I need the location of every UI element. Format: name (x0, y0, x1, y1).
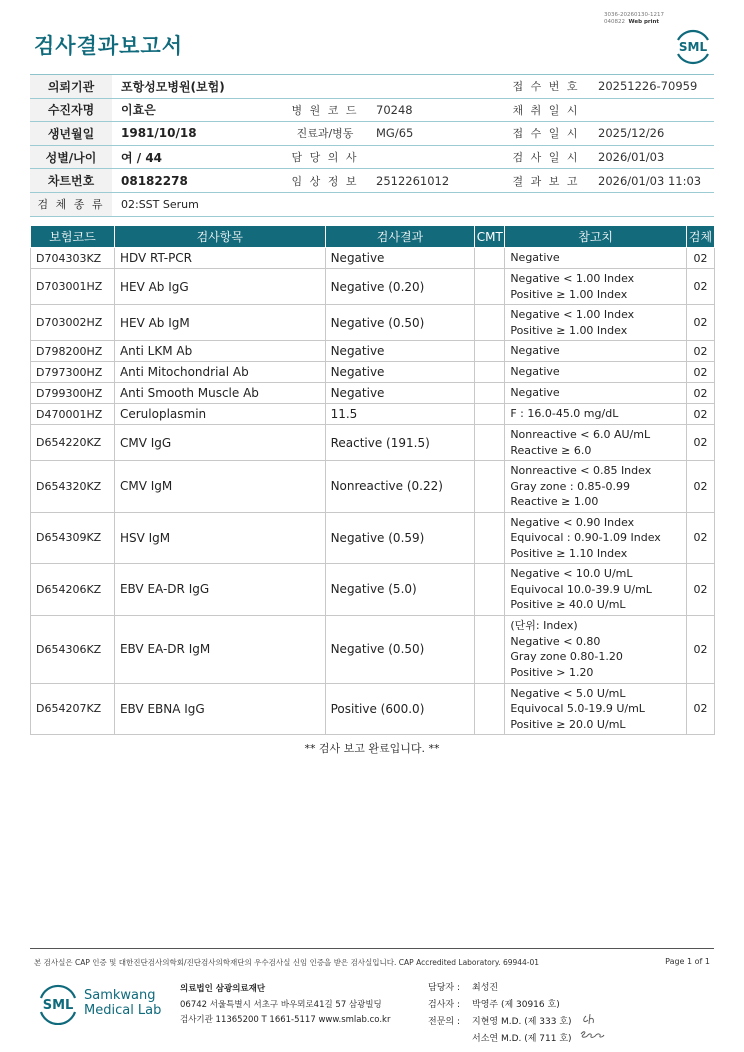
col-header-ref: 참고치 (505, 226, 687, 248)
doctor-label: 담 당 의 사 (291, 151, 359, 165)
chart-label: 차트번호 (30, 169, 112, 192)
test-item-cell: EBV EBNA IgG (114, 683, 325, 735)
reference-cell (505, 269, 687, 305)
test-item-cell: EBV EA-DR IgG (114, 564, 325, 616)
cmt-cell (475, 512, 505, 564)
sml-logo-footer-icon (36, 981, 80, 1025)
completion-message: ** 검사 보고 완료입니다. ** (304, 742, 440, 755)
cmt-cell (475, 615, 505, 683)
test-result-cell: Positive (600.0) (325, 683, 475, 735)
table-row (31, 461, 715, 513)
manager-label: 담당자 : (428, 983, 460, 993)
test-result-cell: Negative (0.50) (325, 615, 475, 683)
birth-label: 생년월일 (30, 122, 112, 145)
reference-line: Equivocal : 0.90-1.09 Index (510, 531, 661, 544)
accreditation-note: 본 검사실은 CAP 인증 및 대한진단검사의학회/진단검사의학재단의 우수검사실 신임 인증을 받은 검사실입니다. CAP Accredited Laboratory. 69944-01 (34, 958, 540, 967)
col-header-result: 검사결과 (325, 226, 475, 248)
insurance-code-cell: D470001HZ (31, 404, 115, 425)
print-meta-line2: 040822 Web print (604, 19, 660, 25)
test-item-cell: Anti Smooth Muscle Ab (114, 383, 325, 404)
insurance-code-cell: D704303KZ (31, 248, 115, 269)
table-row (31, 512, 715, 564)
cmt-cell (475, 362, 505, 383)
report-date-label: 결 과 보 고 (512, 174, 580, 188)
insurance-code-cell: D654309KZ (31, 512, 115, 564)
info-row (30, 146, 714, 170)
cmt-cell (475, 564, 505, 616)
hospital-code-label: 병 원 코 드 (291, 103, 359, 117)
patient-name-value: 이효은 (121, 103, 156, 118)
staff-info (428, 980, 572, 1048)
reference-line: Negative (510, 365, 560, 379)
sex-age-value: 여 / 44 (121, 150, 163, 165)
test-result-cell: Negative (0.50) (325, 305, 475, 341)
reference-line: Positive ≥ 1.00 Index (510, 287, 628, 301)
insurance-code-cell: D654220KZ (31, 425, 115, 461)
reference-line: Negative < 1.00 Index (510, 308, 635, 321)
staff-row (428, 980, 572, 997)
reference-cell (505, 248, 687, 269)
clinical-value: 2512261012 (376, 173, 450, 188)
specimen-cell: 02 (686, 383, 714, 404)
patient-info (30, 74, 714, 217)
test-date-value: 2026/01/03 (598, 150, 665, 165)
cmt-cell (475, 305, 505, 341)
reference-cell (505, 683, 687, 735)
footer-divider (30, 948, 714, 949)
table-row (31, 341, 715, 362)
info-row (30, 169, 714, 193)
receipt-no-value: 20251226-70959 (598, 79, 698, 94)
reference-line: Negative < 10.0 U/mL (510, 567, 633, 580)
table-row (31, 615, 715, 683)
reference-line: Negative (510, 386, 560, 400)
cmt-cell (475, 341, 505, 362)
report-date-value: 2026/01/03 11:03 (598, 173, 702, 188)
specialist-label: 전문의 : (428, 1017, 460, 1027)
reference-cell (505, 564, 687, 616)
info-row (30, 75, 714, 99)
specimen-cell: 02 (686, 425, 714, 461)
results-table (30, 225, 715, 735)
col-header-item: 검사항목 (114, 226, 325, 248)
col-header-cmt: CMT (475, 226, 505, 248)
test-result-cell: Negative (0.20) (325, 269, 475, 305)
table-header-row (31, 226, 715, 248)
specialist2-name: 서소연 M.D. (제 711 호) (472, 1034, 572, 1044)
specimen-cell: 02 (686, 404, 714, 425)
tester-label: 검사자 : (428, 1000, 460, 1010)
reference-cell (505, 362, 687, 383)
print-meta (604, 12, 664, 26)
specimen-cell: 02 (686, 461, 714, 513)
insurance-code-cell: D799300HZ (31, 383, 115, 404)
test-result-cell: Negative (5.0) (325, 564, 475, 616)
test-result-cell: Negative (325, 362, 475, 383)
reference-cell (505, 341, 687, 362)
request-org-value: 포항성모병원(보험) (121, 79, 225, 94)
test-result-cell: Negative (325, 383, 475, 404)
specimen-cell: 02 (686, 341, 714, 362)
specimen-cell: 02 (686, 512, 714, 564)
reference-cell (505, 305, 687, 341)
logo-top-text: SML (678, 40, 708, 54)
org-contact: 검사기관 11365200 T 1661-5117 www.smlab.co.kr (180, 1015, 391, 1025)
specialist1-name: 지현영 M.D. (제 333 호) (472, 1017, 572, 1027)
test-result-cell: Reactive (191.5) (325, 425, 475, 461)
table-row (31, 383, 715, 404)
insurance-code-cell: D798200HZ (31, 341, 115, 362)
brand-line1: Samkwang (84, 988, 156, 1003)
reference-line: Equivocal 10.0-39.9 U/mL (510, 582, 652, 596)
sml-logo-icon (672, 24, 714, 66)
test-item-cell: HEV Ab IgG (114, 269, 325, 305)
cmt-cell (475, 248, 505, 269)
test-item-cell: EBV EA-DR IgM (114, 615, 325, 683)
org-info (180, 982, 390, 1029)
collect-date-label: 채 취 일 시 (512, 103, 580, 117)
test-item-cell: Anti Mitochondrial Ab (114, 362, 325, 383)
dept-value: MG/65 (376, 126, 414, 141)
staff-row (428, 1031, 572, 1048)
test-result-cell: Negative (0.59) (325, 512, 475, 564)
specimen-cell: 02 (686, 615, 714, 683)
test-item-cell: HSV IgM (114, 512, 325, 564)
specimen-cell: 02 (686, 269, 714, 305)
reference-line: Equivocal 5.0-19.9 U/mL (510, 702, 645, 715)
receipt-no-label: 접 수 번 호 (512, 80, 580, 94)
reference-line: Positive > 1.20 (510, 665, 594, 679)
reference-cell (505, 615, 687, 683)
test-result-cell: 11.5 (325, 404, 475, 425)
insurance-code-cell: D703002HZ (31, 305, 115, 341)
info-row (30, 193, 714, 217)
test-item-cell: HDV RT-PCR (114, 248, 325, 269)
staff-row (428, 1014, 572, 1031)
cmt-cell (475, 269, 505, 305)
receipt-date-value: 2025/12/26 (598, 126, 665, 141)
test-date-label: 검 사 일 시 (512, 151, 580, 165)
insurance-code-cell: D654306KZ (31, 615, 115, 683)
insurance-code-cell: D654207KZ (31, 683, 115, 735)
reference-line: Positive ≥ 20.0 U/mL (510, 717, 626, 731)
reference-line: Negative < 0.90 Index (510, 515, 635, 529)
reference-line: Nonreactive < 6.0 AU/mL (510, 428, 651, 441)
tester-name: 박영주 (제 30916 호) (472, 1000, 560, 1010)
table-row (31, 248, 715, 269)
reference-line: Nonreactive < 0.85 Index (510, 464, 652, 477)
reference-line: Negative < 0.80 (510, 634, 601, 648)
specimen-value: 02:SST Serum (121, 197, 199, 211)
reference-line: Gray zone 0.80-1.20 (510, 650, 623, 663)
web-print-label: Web print (628, 19, 660, 25)
reference-line: (단위: Index) (510, 619, 578, 632)
insurance-code-cell: D703001HZ (31, 269, 115, 305)
collect-date-value (590, 99, 714, 122)
table-row (31, 564, 715, 616)
request-org-label: 의뢰기관 (30, 75, 112, 98)
clinical-label: 임 상 정 보 (291, 174, 359, 188)
signature-icon (578, 1008, 618, 1042)
reference-line: Negative < 5.0 U/mL (510, 686, 626, 700)
cmt-cell (475, 683, 505, 735)
col-header-code: 보험코드 (31, 226, 115, 248)
org-address: 06742 서울특별시 서초구 바우뫼로41길 57 삼광빌딩 (180, 999, 382, 1010)
test-item-cell: HEV Ab IgM (114, 305, 325, 341)
test-item-cell: Anti LKM Ab (114, 341, 325, 362)
sex-age-label: 성별/나이 (30, 146, 112, 169)
dept-label: 진료과/병동 (296, 127, 354, 141)
doctor-value (368, 146, 502, 169)
reference-cell (505, 461, 687, 513)
specimen-cell: 02 (686, 683, 714, 735)
page-number: Page 1 of 1 (665, 957, 710, 966)
test-item-cell: CMV IgM (114, 461, 325, 513)
specimen-cell: 02 (686, 362, 714, 383)
reference-cell (505, 425, 687, 461)
cmt-cell (475, 461, 505, 513)
receipt-date-label: 접 수 일 시 (512, 127, 580, 141)
hospital-code-value: 70248 (376, 102, 413, 117)
results-body (31, 248, 715, 735)
page-title: 검사결과보고서 (34, 34, 184, 58)
logo-bot-text: SML (42, 998, 74, 1013)
specimen-cell: 02 (686, 305, 714, 341)
reference-line: F : 16.0-45.0 mg/dL (510, 407, 619, 421)
reference-line: Negative < 1.00 Index (510, 272, 635, 285)
reference-line: Reactive ≥ 6.0 (510, 443, 592, 457)
insurance-code-cell: D797300HZ (31, 362, 115, 383)
insurance-code-cell: D654206KZ (31, 564, 115, 616)
reference-line: Positive ≥ 1.00 Index (510, 323, 628, 337)
reference-cell (505, 404, 687, 425)
chart-value: 08182278 (121, 173, 188, 188)
cmt-cell (475, 425, 505, 461)
org-name: 의료법인 삼광의료재단 (180, 984, 266, 994)
reference-cell (505, 383, 687, 404)
table-row (31, 269, 715, 305)
specimen-cell: 02 (686, 564, 714, 616)
table-row (31, 683, 715, 735)
birth-value: 1981/10/18 (121, 126, 197, 141)
test-result-cell: Negative (325, 341, 475, 362)
reference-line: Positive ≥ 40.0 U/mL (510, 598, 626, 611)
insurance-code-cell: D654320KZ (31, 461, 115, 513)
staff-row (428, 997, 572, 1014)
manager-name: 최성진 (472, 983, 499, 993)
table-row (31, 404, 715, 425)
brand-line2: Medical Lab (84, 1003, 162, 1018)
table-row (31, 305, 715, 341)
table-row (31, 425, 715, 461)
reference-line: Gray zone : 0.85-0.99 (510, 479, 631, 493)
cmt-cell (475, 383, 505, 404)
info-row (30, 99, 714, 123)
test-result-cell: Nonreactive (0.22) (325, 461, 475, 513)
specimen-label: 검 체 종 류 (30, 193, 112, 216)
reference-line: Negative (510, 344, 560, 358)
test-item-cell: CMV IgG (114, 425, 325, 461)
brand-name (84, 988, 161, 1018)
col-header-specimen: 검체 (686, 226, 714, 248)
patient-name-label: 수진자명 (30, 99, 112, 122)
table-row (31, 362, 715, 383)
print-meta-line1: 3036-20260130-1217 (604, 12, 664, 18)
test-item-cell: Ceruloplasmin (114, 404, 325, 425)
cmt-cell (475, 404, 505, 425)
reference-line: Positive ≥ 1.10 Index (510, 546, 628, 560)
reference-line: Negative (510, 251, 560, 265)
info-row (30, 122, 714, 146)
reference-line: Reactive ≥ 1.00 (510, 495, 599, 508)
specimen-cell: 02 (686, 248, 714, 269)
reference-cell (505, 512, 687, 564)
test-result-cell: Negative (325, 248, 475, 269)
